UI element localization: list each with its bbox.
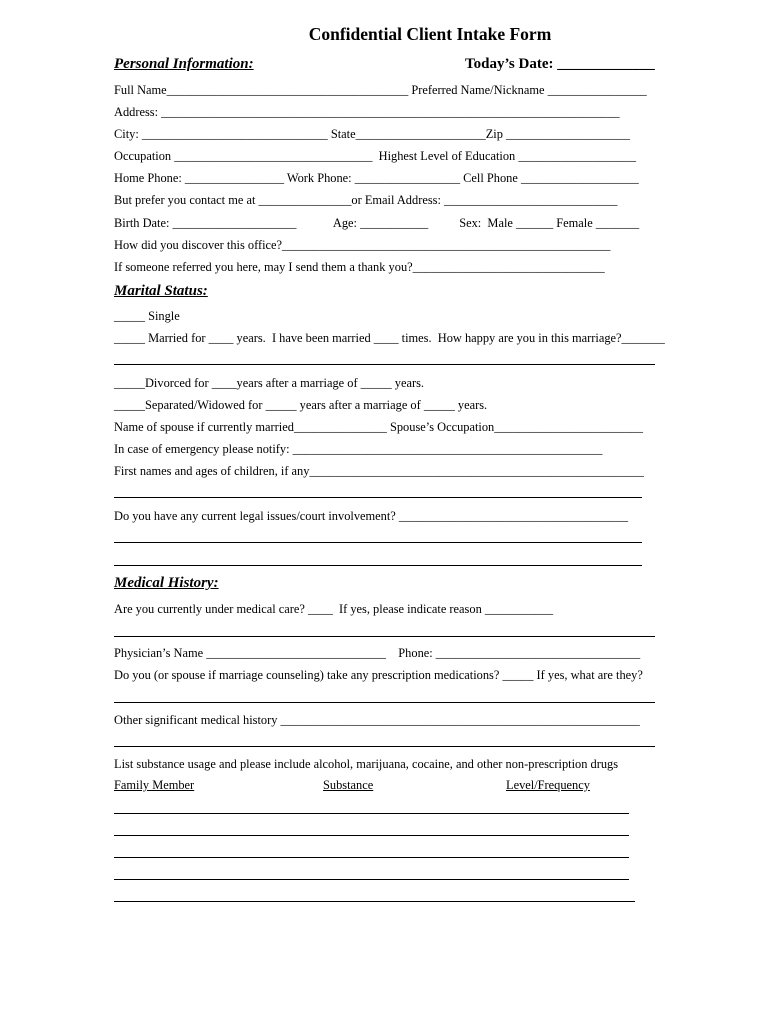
- married-field[interactable]: _____ Married for ____ years. I have been married ____ times. How happy are you in this marriage?_______: [114, 331, 665, 345]
- prescription-field[interactable]: Do you (or spouse if marriage counseling) take any prescription medications? _____ If yes, what are they?: [114, 668, 643, 682]
- substance-row-line[interactable]: [114, 901, 635, 902]
- discover-office-field[interactable]: How did you discover this office?_____________________________________________________: [114, 238, 611, 252]
- answer-line[interactable]: [114, 542, 642, 543]
- substance-row-line[interactable]: [114, 879, 629, 880]
- birth-age-sex-field[interactable]: Birth Date: ____________________ Age: ___________ Sex: Male ______ Female _______: [114, 216, 640, 230]
- column-substance: Substance: [323, 778, 374, 792]
- answer-line[interactable]: [114, 565, 642, 566]
- substance-row-line[interactable]: [114, 813, 629, 814]
- substance-row-line[interactable]: [114, 857, 629, 858]
- todays-date-field[interactable]: Today’s Date: _____________: [465, 56, 655, 72]
- occupation-education-field[interactable]: Occupation ________________________________ Highest Level of Education ___________________: [114, 149, 637, 163]
- city-state-zip-field[interactable]: City: ______________________________ State_____________________Zip ____________________: [114, 127, 630, 141]
- section-marital-status: Marital Status:: [114, 283, 208, 299]
- referral-field[interactable]: If someone referred you here, may I send them a thank you?_______________________________: [114, 260, 605, 274]
- answer-line[interactable]: [114, 702, 655, 703]
- answer-line[interactable]: [114, 636, 655, 637]
- answer-line[interactable]: [114, 364, 655, 365]
- contact-preference-field[interactable]: But prefer you contact me at _______________or Email Address: ____________________________: [114, 193, 618, 207]
- section-personal-information: Personal Information:: [114, 56, 254, 72]
- spouse-field[interactable]: Name of spouse if currently married_______________ Spouse’s Occupation________________________: [114, 420, 643, 434]
- divorced-field[interactable]: _____Divorced for ____years after a marriage of _____ years.: [114, 376, 424, 390]
- form-title: Confidential Client Intake Form: [308, 24, 552, 44]
- legal-issues-field[interactable]: Do you have any current legal issues/court involvement? _____________________________________: [114, 509, 629, 523]
- answer-line[interactable]: [114, 746, 655, 747]
- column-level-frequency: Level/Frequency: [506, 778, 590, 792]
- emergency-contact-field[interactable]: In case of emergency please notify: __________________________________________________: [114, 442, 603, 456]
- children-field[interactable]: First names and ages of children, if any______________________________________________________: [114, 464, 644, 478]
- other-medical-field[interactable]: Other significant medical history __________________________________________________________: [114, 713, 640, 727]
- substance-row-line[interactable]: [114, 835, 629, 836]
- single-field[interactable]: _____ Single: [114, 309, 180, 323]
- phone-fields[interactable]: Home Phone: ________________ Work Phone: _________________ Cell Phone ___________________: [114, 171, 639, 185]
- physician-field[interactable]: Physician’s Name _____________________________ Phone: _________________________________: [114, 646, 641, 660]
- separated-widowed-field[interactable]: _____Separated/Widowed for _____ years after a marriage of _____ years.: [114, 398, 488, 412]
- answer-line[interactable]: [114, 497, 642, 498]
- medical-care-field[interactable]: Are you currently under medical care? ____ If yes, please indicate reason ___________: [114, 602, 554, 616]
- full-name-field[interactable]: Full Name_______________________________________ Preferred Name/Nickname ________________: [114, 83, 647, 97]
- address-field[interactable]: Address: __________________________________________________________________________: [114, 105, 620, 119]
- substance-usage-instructions: List substance usage and please include alcohol, marijuana, cocaine, and other non-prescription drugs: [114, 757, 619, 771]
- section-medical-history: Medical History:: [114, 575, 219, 591]
- column-family-member: Family Member: [114, 778, 195, 792]
